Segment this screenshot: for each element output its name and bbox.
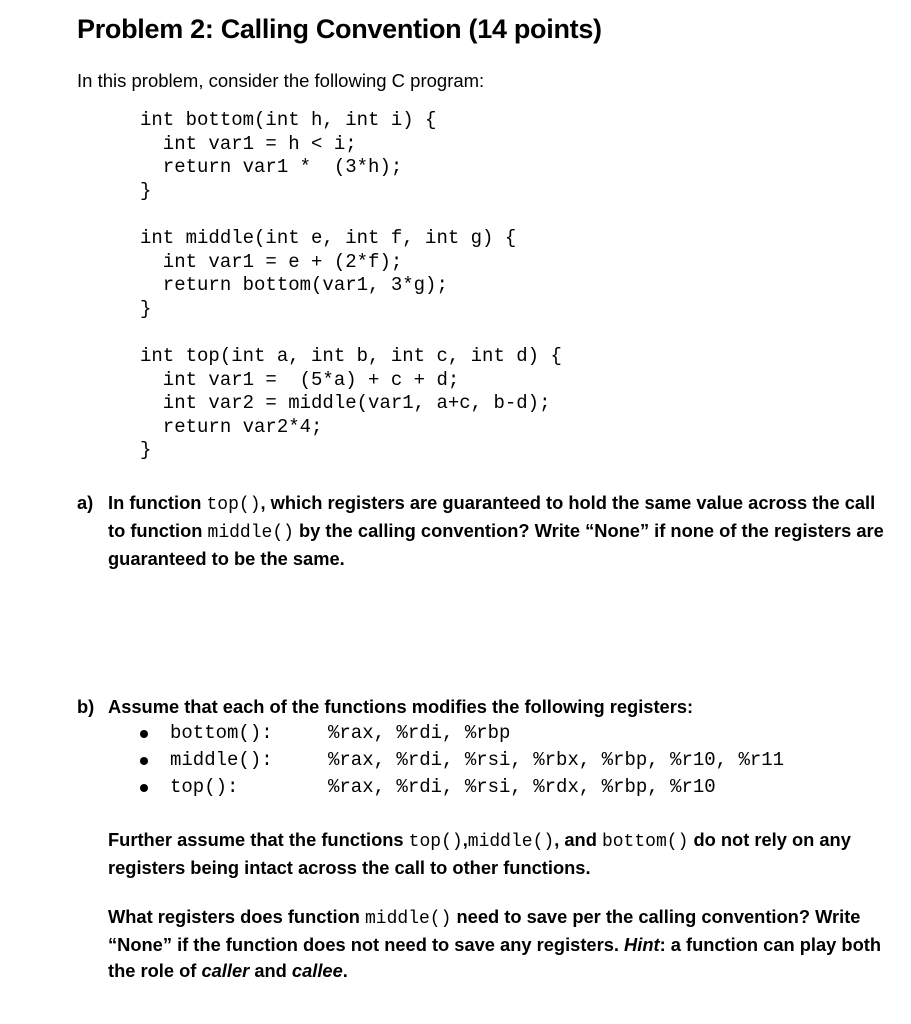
question-b-intro: Assume that each of the functions modifies the following registers: bbox=[108, 696, 694, 717]
prompt-and: and bbox=[249, 960, 292, 981]
question-a-text-3: by the calling convention? Write “None” if none of the registers are guaranteed to be the same. bbox=[108, 520, 884, 569]
bullet-icon bbox=[140, 730, 148, 738]
assumption-text-1: Further assume that the functions bbox=[108, 829, 409, 850]
prompt-text bbox=[108, 904, 892, 984]
register-values: %rax, %rdi, %rsi, %rbx, %rbp, %r10, %r11 bbox=[328, 749, 785, 771]
prompt-text-3: : a function can play both the role of bbox=[108, 934, 881, 981]
code-middle-function: int middle(int e, int f, int g) { int var1 = e + (2*f); return bottom(var1, 3*g); } bbox=[140, 227, 517, 320]
code-bottom-function: int bottom(int h, int i) { int var1 = h < i; return var1 * (3*h); } bbox=[140, 109, 437, 202]
question-a-fn-middle: middle() bbox=[207, 523, 294, 543]
question-a-label: a) bbox=[77, 492, 94, 513]
register-fn: top(): bbox=[170, 776, 239, 798]
prompt-text-2: need to save per the calling convention? Write “None” if the function does not need to save any registers. bbox=[108, 906, 861, 955]
question-b-prompt bbox=[77, 904, 892, 984]
question-a bbox=[77, 490, 892, 572]
assumption-comma: , bbox=[462, 829, 468, 850]
prompt-fn-middle: middle() bbox=[364, 909, 452, 929]
assumption-text bbox=[108, 827, 892, 881]
assumption-and: , and bbox=[554, 829, 602, 850]
prompt-caller: caller bbox=[201, 960, 250, 981]
problem-intro: In this problem, consider the following C program: bbox=[77, 70, 485, 91]
assumption-fn-middle: middle() bbox=[467, 832, 555, 852]
question-b bbox=[77, 694, 892, 720]
code-top-function: int top(int a, int b, int c, int d) { int var1 = (5*a) + c + d; int var2 = middle(var1, a+c, b-d); return var2*4; } bbox=[140, 345, 562, 462]
prompt-end: . bbox=[342, 960, 348, 981]
assumption-fn-top: top() bbox=[408, 832, 463, 852]
question-a-text-1: In function bbox=[108, 492, 207, 513]
register-values: %rax, %rdi, %rbp bbox=[328, 722, 511, 744]
question-b-label: b) bbox=[77, 696, 95, 717]
prompt-text-1: What registers does function bbox=[108, 906, 365, 927]
question-a-text bbox=[108, 490, 892, 572]
problem-title: Problem 2: Calling Convention (14 points) bbox=[77, 14, 602, 44]
prompt-hint-label: Hint bbox=[624, 934, 660, 955]
register-fn: bottom(): bbox=[170, 722, 273, 744]
bullet-icon bbox=[140, 784, 148, 792]
prompt-callee: callee bbox=[291, 960, 343, 981]
question-b-assumption bbox=[77, 827, 892, 881]
assumption-fn-bottom: bottom() bbox=[601, 832, 689, 852]
question-a-text-2: , which registers are guaranteed to hold the same value across the call to function bbox=[108, 492, 876, 541]
register-values: %rax, %rdi, %rsi, %rdx, %rbp, %r10 bbox=[328, 776, 716, 798]
register-fn: middle(): bbox=[170, 749, 273, 771]
bullet-icon bbox=[140, 757, 148, 765]
question-a-fn-top: top() bbox=[206, 495, 261, 515]
assumption-text-2: do not rely on any registers being intact across the call to other functions. bbox=[108, 829, 851, 878]
